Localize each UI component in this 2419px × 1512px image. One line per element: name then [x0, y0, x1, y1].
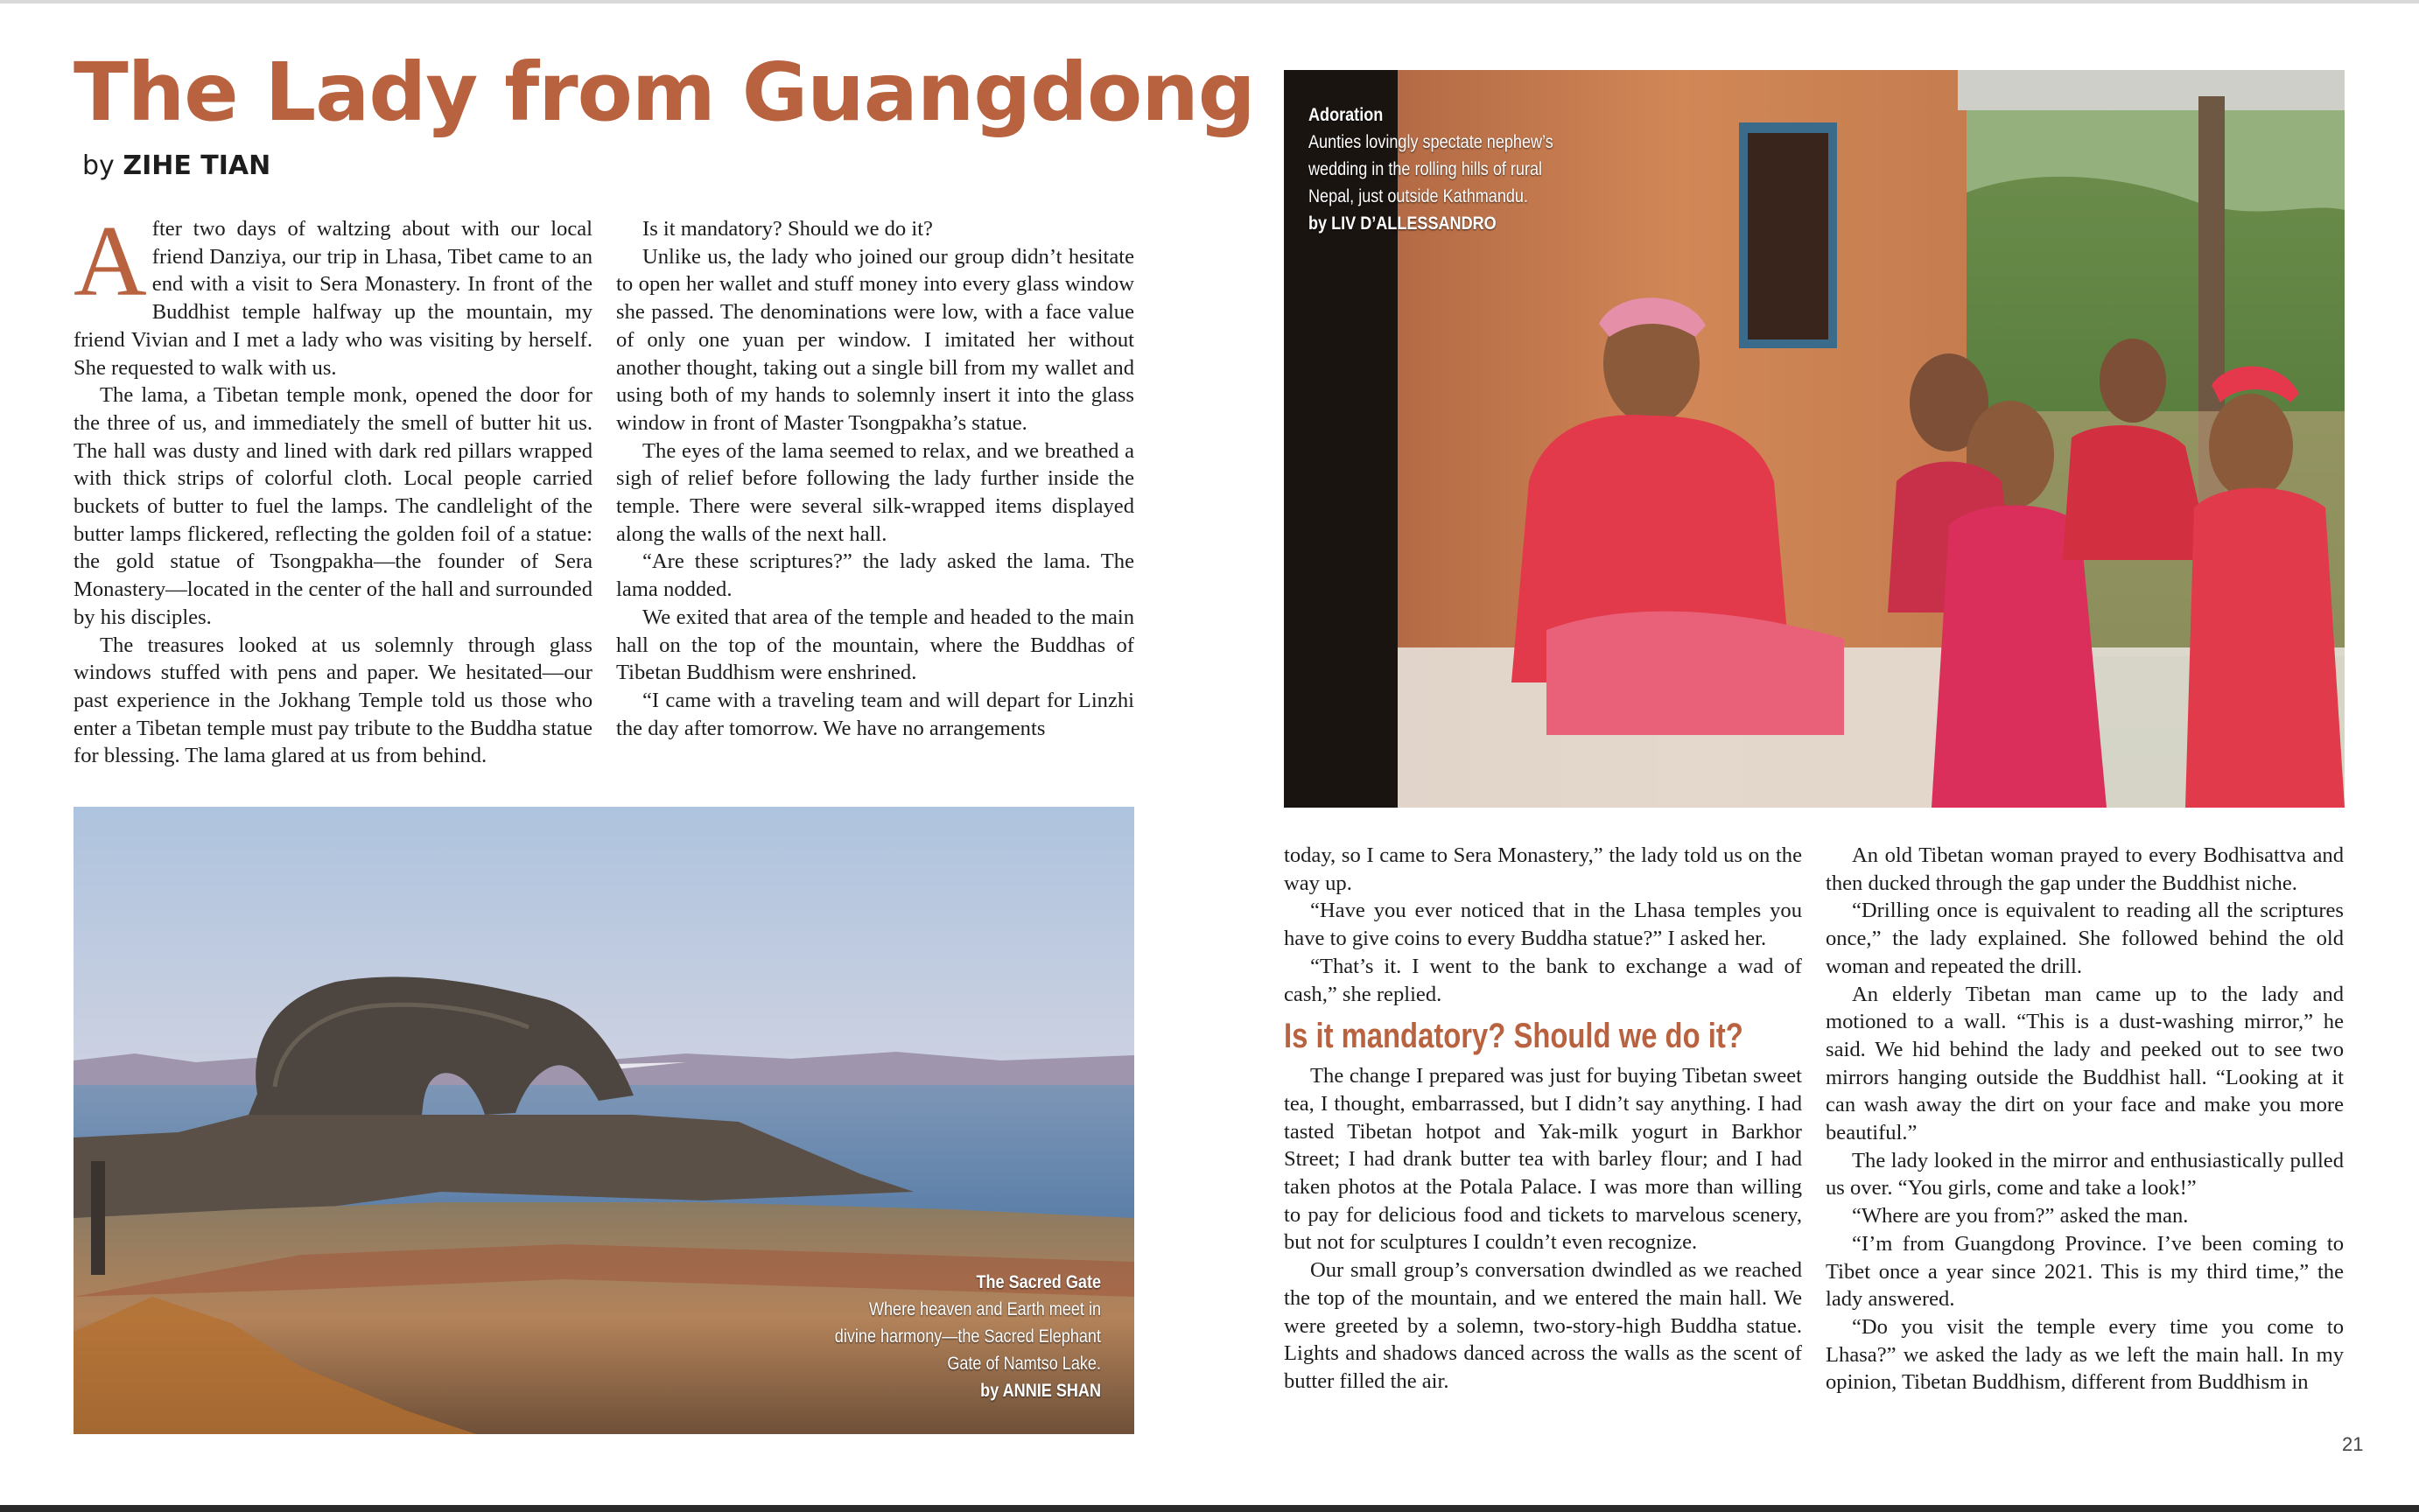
- paragraph: “Are these scriptures?” the lady asked the lama. The lama nodded.: [616, 550, 1134, 602]
- top-edge: [0, 0, 2419, 4]
- paragraph: The treasures looked at us solemnly through glass windows stuffed with pens and paper. We hesitated—our past experience in the Jokhang Temple told us those who enter a Tibetan temple must pay tribute to the Buddha statue for blessing. The lama glared at us from behind.: [74, 633, 592, 768]
- paragraph: “Where are you from?” asked the man.: [1852, 1204, 2189, 1228]
- paragraph: “I came with a traveling team and will depart for Linzhi the day after tomorrow. We have no arrangements: [616, 688, 1134, 740]
- paragraph: We exited that area of the temple and headed to the main hall on the top of the mountain, where the Buddhas of Tibetan Buddhism were enshrined.: [616, 605, 1134, 685]
- caption-line: Where heaven and Earth meet in: [868, 1299, 1101, 1320]
- paragraph: “Do you visit the temple every time you come to Lhasa?” we asked the lady as we left the main hall. In my opinion, Tibetan Buddhism, different from Buddhism in: [1826, 1314, 2344, 1395]
- caption-title: Adoration: [1308, 105, 1384, 125]
- paragraph: “Drilling once is equivalent to reading all the scriptures once,” the lady explained. She followed behind the old woman and repeated the drill.: [1826, 899, 2344, 978]
- bottom-edge: [0, 1505, 2419, 1512]
- paragraph: The lady looked in the mirror and enthusiastically pulled us over. “You girls, come and take a look!”: [1826, 1148, 2344, 1200]
- paragraph: “I’m from Guangdong Province. I’ve been coming to Tibet once a year since 2021. This is my third time,” the lady answered.: [1826, 1231, 2344, 1312]
- photo-adoration: [1284, 70, 2345, 808]
- paragraph: “That’s it. I went to the bank to exchange a wad of cash,” she replied.: [1284, 954, 1802, 1006]
- photo-sacred-gate: [74, 807, 1134, 1434]
- caption-adoration: [1308, 102, 1609, 237]
- caption-sacred-gate: [809, 1269, 1101, 1404]
- paragraph: The eyes of the lama seemed to relax, and we breathed a sigh of relief before following the lady further inside the temple. There were several silk-wrapped items displayed along the walls of the next hall.: [616, 438, 1134, 546]
- paragraph: After two days of waltzing about with our local friend Danziya, our trip in Lhasa, Tibet came to an end with a visit to Sera Monastery. In front of the Buddhist temple halfway up the mountain, my friend Vivian and I met a lady who was visiting by herself. She requested to walk with us.: [74, 206, 592, 380]
- paragraph: “Have you ever noticed that in the Lhasa temples you have to give coins to every Buddha statue?” I asked her.: [1284, 899, 1802, 951]
- text-column-1: [74, 206, 592, 770]
- byline-prefix: by: [82, 150, 115, 181]
- paragraph: Unlike us, the lady who joined our group didn’t hesitate to open her wallet and stuff money into every glass window she passed. The denominations were low, with a face value of only one yuan per window. I imitated her without another thought, taking out a single bill from my wallet and using both of my hands to solemnly insert it into the glass window in front of Master Tsongpakha’s statue.: [616, 244, 1134, 435]
- caption-line: divine harmony—the Sacred Elephant: [834, 1326, 1101, 1347]
- drop-cap: A: [74, 206, 147, 318]
- text-column-2: [616, 215, 1134, 742]
- caption-line: Gate of Namtso Lake.: [947, 1354, 1101, 1374]
- paragraph: An elderly Tibetan man came up to the lady and motioned to a wall. “This is a dust-washing mirror,” he said. We hid behind the lady and peeked out to see two mirrors hanging outside the Buddhist hall. “Looking at it can wash away the dirt on your face and make you more beautiful.”: [1826, 982, 2344, 1145]
- paragraph: An old Tibetan woman prayed to every Bodhisattva and then ducked through the gap under the Buddhist niche.: [1826, 844, 2344, 895]
- caption-line: Nepal, just outside Kathmandu.: [1308, 186, 1528, 206]
- byline: [82, 150, 270, 181]
- caption-title: The Sacred Gate: [976, 1272, 1101, 1292]
- text-column-3: [1284, 842, 1802, 1396]
- paragraph: Is it mandatory? Should we do it?: [642, 217, 933, 241]
- section-subhead: Is it mandatory? Should we do it?: [1284, 1017, 1743, 1056]
- author-name: ZIHE TIAN: [123, 150, 271, 181]
- paragraph: The lama, a Tibetan temple monk, opened the door for the three of us, and immediately the smell of butter hit us. The hall was dusty and lined with dark red pillars wrapped with thick strips of colorful cloth. Local people carried buckets of butter to fuel the lamps. The candlelight of the butter lamps flickered, reflecting the golden foil of a statue: the gold statue of Tsongpakha—the founder of Sera Monastery—located in the center of the hall and surrounded by his disciples.: [74, 383, 592, 629]
- article-title: The Lady from Guangdong: [74, 46, 1255, 139]
- caption-credit: by LIV D’ALLESSANDRO: [1308, 214, 1497, 234]
- paragraph: Our small group’s conversation dwindled as we reached the top of the mountain, and we entered the main hall. We were greeted by a solemn, two-story-high Buddha statue. Lights and shadows danced across the walls as the scent of butter filled the air.: [1284, 1258, 1802, 1393]
- paragraph: today, so I came to Sera Monastery,” the lady told us on the way up.: [1284, 844, 1802, 895]
- caption-credit: by ANNIE SHAN: [980, 1381, 1101, 1401]
- page-number: 21: [2342, 1433, 2364, 1455]
- text-column-4: [1826, 842, 2344, 1396]
- caption-line: wedding in the rolling hills of rural: [1308, 159, 1543, 179]
- caption-line: Aunties lovingly spectate nephew’s: [1308, 132, 1553, 152]
- paragraph: The change I prepared was just for buying Tibetan sweet tea, I thought, embarrassed, but I didn’t say anything. I had tasted Tibetan hotpot and Yak-milk yogurt in Barkhor Street; I had drank butter tea with barley flour; and I had taken photos at the Potala Palace. I was more than willing to pay for delicious food and tickets to marvelous scenery, but not for sculptures I couldn’t even recognize.: [1284, 1064, 1802, 1255]
